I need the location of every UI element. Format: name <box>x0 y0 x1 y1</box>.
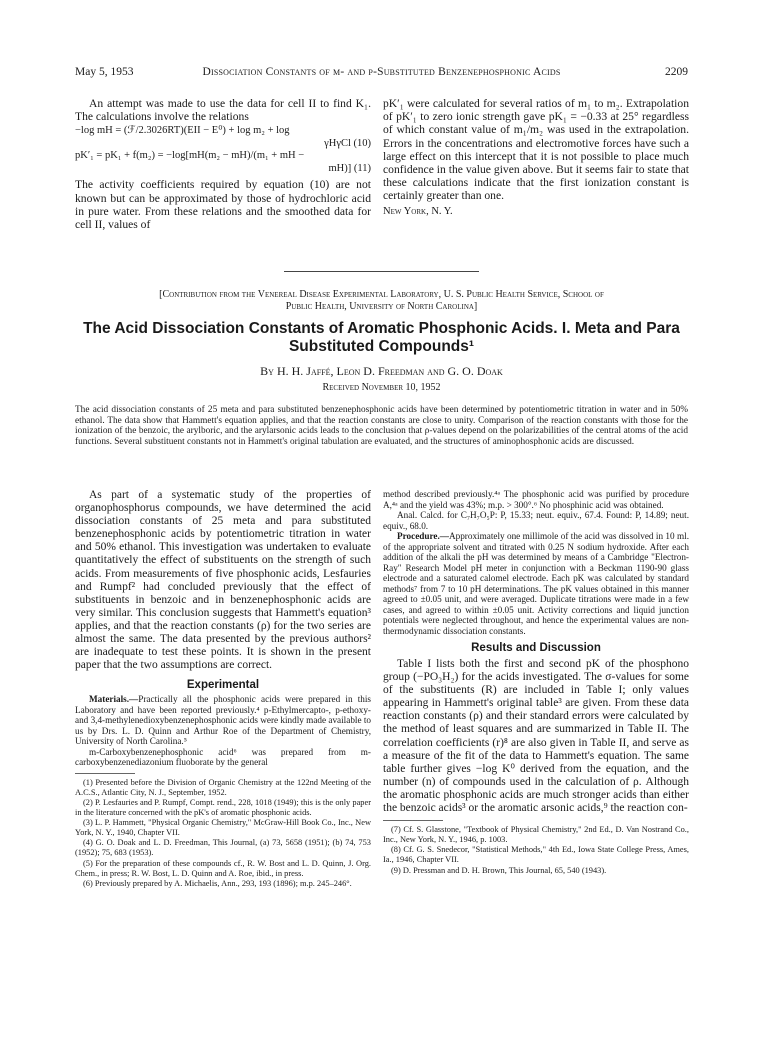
footnote-rule-left <box>75 773 135 774</box>
procedure-paragraph <box>383 531 689 636</box>
abstract: The acid dissociation constants of 25 meta and para substituted benzenephosphonic acids have been determined by potentiometric titration in water and in 50% ethanol. The data show that Hammett's equation applies, and that the reaction constants are close to unity. Comparison of the reaction constants with those for the ionization of the benzoic, the arylboric, and the arylarsonic acids leads to the conclusion that ρ-values depend on the polarizabilities of the central atoms of the acid functions. Several substituent constants not in Hammett's original tabulation are evaluated, and the structures of aminophosphonic acids are discussed. <box>75 405 688 447</box>
procedure-label: Procedure.— <box>397 531 449 541</box>
results-paragraph: Table I lists both the first and second pK of the phosphono group (−PO₃H₂) for the acids investigated. The σ-values for some of the substituents (R) are included in Table I; only values appearing in Hammett's original table³ are given. From these data reaction constants (ρ) and their standard errors were calculated by the method of least squares and are summarized in Table II. The correlation coefficients (r)⁸ are also given in Table II, and serve as a measure of the fit of the data to Hammett's equation. The same table further gives −log K⁰ derived from the equation, and the number (n) of compounds used in the calculation of ρ. Although the aromatic phosphonic acids are much stronger acids than either the benzoic acids³ or the aromatic arsonic acids,⁹ the reaction con- <box>383 658 689 815</box>
running-head <box>75 66 688 82</box>
footnote-rule-right <box>383 820 443 821</box>
prev-right-paragraph: pK′₁ were calculated for several ratios of m₁ to m₂. Extrapolation of pK′₁ to zero ionic strength gave pK₁ = −0.33 at 25° regardless of which constant value of m₁/m₂ was used in the extrapolation. Errors in the concentrations and electromotive forces have such a large effect on this intercept that it is not possible to place much confidence in the value given above. But it seems fair to state that these calculations indicate that the first ionization constant is certainly greater than one. <box>383 97 689 203</box>
article-divider <box>284 271 479 272</box>
footnote: (2) P. Lesfauries and P. Rumpf, Compt. rend., 228, 1018 (1949); this is the only paper in the literature concerned with the pK's of aromatic phosphonic acids. <box>75 798 371 818</box>
running-head-date: May 5, 1953 <box>75 66 134 78</box>
previous-article-left-column <box>75 97 371 231</box>
footnote: (6) Previously prepared by A. Michaelis, Ann., 293, 193 (1896); m.p. 245–246°. <box>83 878 352 888</box>
contribution-line-1: [Contribution from the Venereal Disease Experimental Laboratory, U. S. Public Health Service, School of <box>159 289 604 300</box>
materials-paragraph-2: m-Carboxybenzenephosphonic acid⁶ was prepared from m-carboxybenzenediazonium fluoborate by the general <box>75 746 371 768</box>
experimental-heading: Experimental <box>186 679 260 692</box>
footnote: (5) For the preparation of these compounds cf., R. W. Bost and L. D. Quinn, J. Org. Chem., in press; R. W. Bost, L. D. Quinn and A. Roe, ibid., in press. <box>75 858 371 878</box>
footnote: (1) Presented before the Division of Organic Chemistry at the 122nd Meeting of the A.C.S., Atlantic City, N. J., September, 1952. <box>75 777 371 797</box>
footnotes-right <box>383 825 689 875</box>
article-authors: By H. H. Jaffé, Leon D. Freedman and G. O. Doak <box>260 364 503 378</box>
materials-text: Practically all the phosphonic acids were prepared in this Laboratory and have been reported previously.⁴ p-Ethylmercapto-, p-ethoxy- and 3,4-methylenedioxybenzenephosphonic acids were kindly made available to us by Drs. L. D. Quinn and Arthur Roe of the Department of Chemistry, University of North Carolina.⁵ <box>75 694 371 747</box>
equation-10-line1: −log mH = (ℱ/2.3026RT)(EII − E⁰) + log m₂ + log <box>75 125 290 137</box>
footnote: (4) G. O. Doak and L. D. Freedman, This Journal, (a) 73, 5658 (1951); (b) 74, 753 (1952); 75, 683 (1953). <box>75 838 371 858</box>
contribution-line-2: Public Health, University of North Carolina] <box>285 301 478 312</box>
materials-label: Materials.— <box>89 694 139 705</box>
previous-article-right-column <box>383 97 689 218</box>
page-number: 2209 <box>665 66 688 78</box>
method-paragraph: method described previously.⁴ᵃ The phosphonic acid was purified by procedure A,⁴ᵃ and the yield was 43%; m.p. > 300°.⁶ No phosphinic acid was obtained. <box>383 489 689 510</box>
article-title: The Acid Dissociation Constants of Aromatic Phosphonic Acids. I. Meta and Para Substituted Compounds¹ <box>83 320 680 355</box>
results-heading: Results and Discussion <box>471 642 601 654</box>
equation-11-line1: pK′₁ = pK₁ + f(m₂) = −log[mH(m₂ − mH)/(m₁ + mH − <box>75 150 305 162</box>
footnote: (3) L. P. Hammett, "Physical Organic Chemistry," McGraw-Hill Book Co., Inc., New York, N. Y., 1940, Chapter VII. <box>75 818 371 838</box>
equation-10-line2: γHγCl (10) <box>324 137 371 149</box>
materials-paragraph <box>75 694 371 747</box>
running-head-title: Dissociation Constants of m- and p-Substituted Benzenephosphonic Acids <box>202 66 561 78</box>
main-left-column <box>75 489 371 889</box>
footnotes-left <box>75 778 371 889</box>
introduction-paragraph: As part of a systematic study of the properties of organophosphorus compounds, we have determined the acid dissociation constants of 25 meta and para substituted benzenephosphonic acids by potentiometric titration in water and 50% ethanol. This investigation was undertaken to evaluate quantitatively the effect of substituents on the strength of such acids. From measurements of five phosphonic acids, Lesfauries and Rumpf² had concluded previously that the effect of substituents in benzoic and in benzenephosphonic acids are very similar. This conclusion suggests that Hammett's equation³ applies, and that the reaction constants (ρ) for the two series are almost the same. The data presented by the previous authors² are inadequate to test these points. It is shown in the present paper that the two assumptions are correct. <box>75 489 371 672</box>
contribution-line <box>75 289 688 313</box>
equation-11-line2: mH)] (11) <box>328 162 371 174</box>
prev-intro-paragraph: An attempt was made to use the data for cell II to find K₁. The calculations involve the relations <box>75 97 371 124</box>
procedure-text: Approximately one millimole of the acid was dissolved in 10 ml. of the appropriate solvent and titrated with 0.25 N sodium hydroxide. After each addition of the alkali the pH was determined by means of a Cambridge "Electron-Ray" Research Model pH meter in conjunction with a Beckman 1190-90 glass electrode and a saturated calomel electrode. Each pK was calculated by standard methods⁷ from 7 to 10 pH determinations. The pK values obtained in this manner agreed to ±0.05 unit, and were averaged. Duplicate titrations were made in a few cases, and agreed to within ±0.05 unit. Activity corrections and liquid junction potentials were neglected throughout, and hence the experimental values are non-thermodynamic dissociation constants. <box>383 531 689 636</box>
footnote: (8) Cf. G. S. Snedecor, "Statistical Methods," 4th Ed., Iowa State College Press, Ames, Ia., 1946, Chapter VII. <box>383 845 689 865</box>
prev-after-paragraph: The activity coefficients required by equation (10) are not known but can be approximated by those of hydrochloric acid in pure water. From these relations and the smoothed data for cell II, values of <box>75 178 371 232</box>
main-right-column <box>383 489 689 876</box>
prev-location: New York, N. Y. <box>383 205 453 217</box>
footnote: (7) Cf. S. Glasstone, "Textbook of Physical Chemistry," 2nd Ed., D. Van Nostrand Co., Inc., New York, N. Y., 1946, p. 1003. <box>383 825 689 845</box>
analysis-paragraph: Anal. Calcd. for C₇H₇O₅P: P, 15.33; neut. equiv., 67.4. Found: P, 14.89; neut. equiv., 68.0. <box>383 510 689 531</box>
received-date: Received November 10, 1952 <box>322 382 441 393</box>
footnote: (9) D. Pressman and D. H. Brown, This Journal, 65, 540 (1943). <box>391 865 607 875</box>
